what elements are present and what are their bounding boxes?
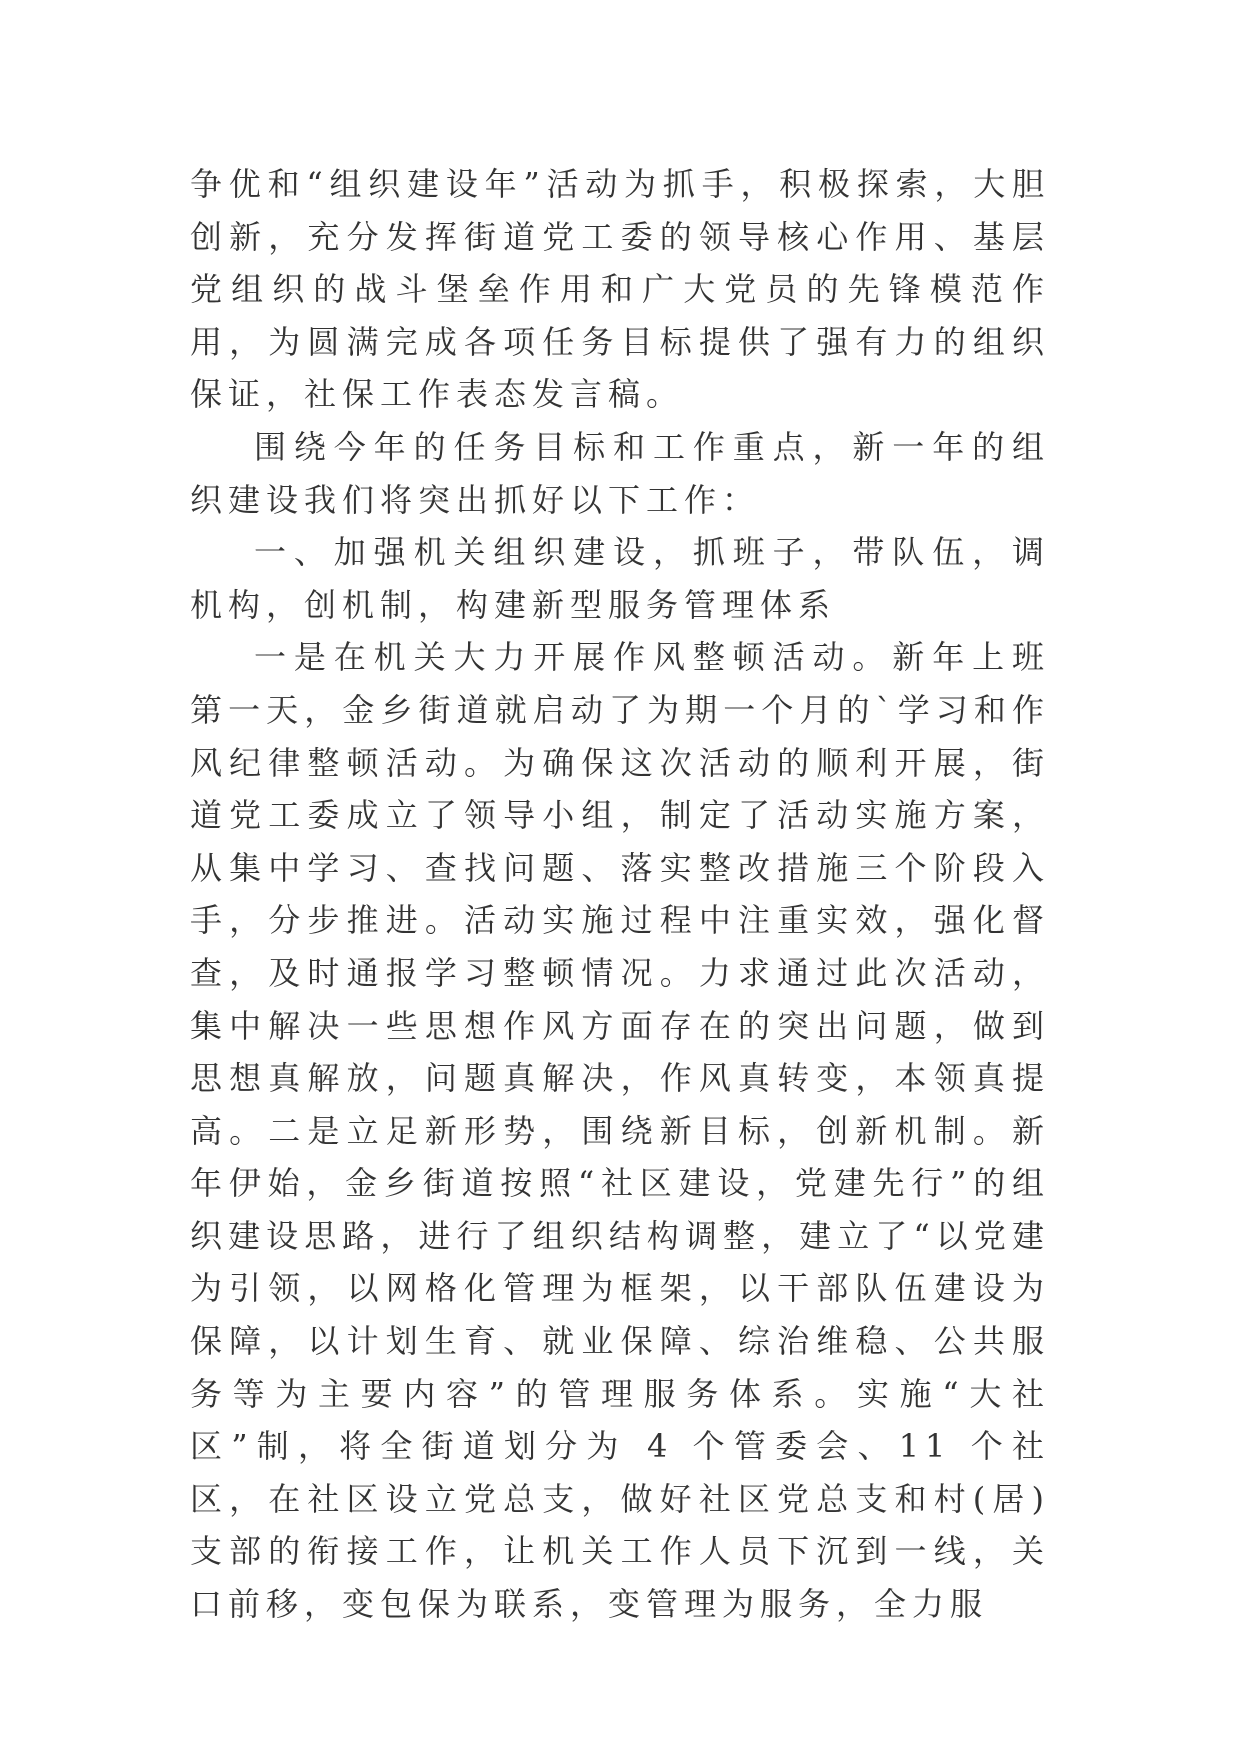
section-heading-1: 一、加强机关组织建设，抓班子，带队伍，调机构，创机制，构建新型服务管理体系	[190, 533, 1050, 624]
document-body	[190, 158, 1050, 1631]
paragraph-continuation: 争优和“组织建设年”活动为抓手，积极探索，大胆创新，充分发挥街道党工委的领导核心作用、基层党组织的战斗堡垒作用和广大党员的先锋模范作用，为圆满完成各项任务目标提供了强有力的组织保证，社保工作表态发言稿。	[190, 165, 1050, 414]
paragraph-intro: 围绕今年的任务目标和工作重点，新一年的组织建设我们将突出抓好以下工作：	[190, 427, 1050, 519]
paragraph-body: 一是在机关大力开展作风整顿活动。新年上班第一天，金乡街道就启动了为期一个月的`学习和作风纪律整顿活动。为确保这次活动的顺利开展，街道党工委成立了领导小组，制定了活动实施方案，从集中学习、查找问题、落实整改措施三个阶段入手，分步推进。活动实施过程中注重实效，强化督查，及时通报学习整顿情况。力求通过此次活动，集中解决一些思想作风方面存在的突出问题，做到思想真解放，问题真解决，作风真转变，本领真提高。二是立足新形势，围绕新目标，创新机制。新年伊始，金乡街道按照“社区建设，党建先行”的组织建设思路，进行了组织结构调整，建立了“以党建为引领，以网格化管理为框架，以干部队伍建设为保障，以计划生育、就业保障、综治维稳、公共服务等为主要内容”的管理服务体系。实施“大社区”制，将全街道划分为 4 个管委会、11 个社区，在社区设立党总支，做好社区党总支和村(居)支部的衔接工作，让机关工作人员下沉到一线，关口前移，变包保为联系，变管理为服务，全力服	[190, 638, 1050, 1624]
